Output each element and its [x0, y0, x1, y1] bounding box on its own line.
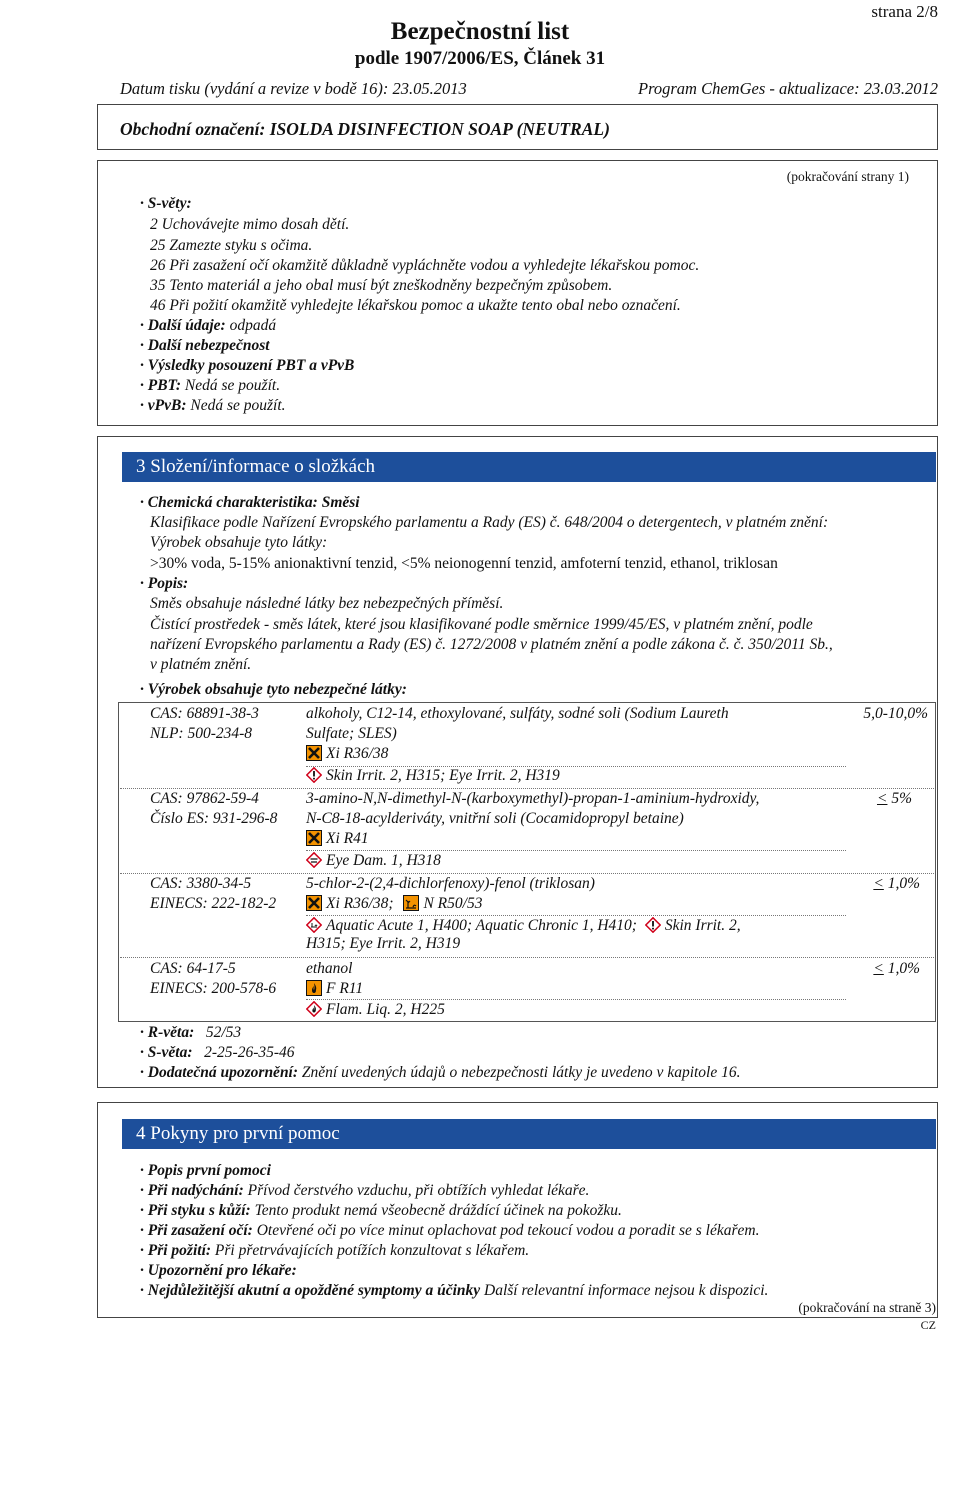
substances-table: [118, 702, 936, 1022]
trade-name-frame: [97, 104, 938, 150]
r-phrases: · R-věta: 52/53: [140, 1024, 242, 1041]
s-phrases: · S-věta: 2-25-26-35-46: [140, 1044, 295, 1061]
less-or-equal-icon: <: [873, 875, 884, 892]
exclamation-mark-icon: [306, 767, 322, 783]
s-phrases-label: · S-věty:: [140, 195, 192, 212]
vpvb-line: · vPvB: Nedá se použít.: [140, 397, 286, 414]
classification-line: Klasifikace podle Nařízení Evropského parlamentu a Rady (ES) č. 648/2004 o detergentech, v platném znění:: [150, 514, 829, 531]
substance-ghs-classification: Eye Dam. 1, H318: [306, 852, 441, 870]
substance-ghs-classification: H315; Eye Irrit. 2, H319: [306, 935, 461, 952]
substance-id: NLP: 500-234-8: [150, 725, 253, 742]
row-divider: [120, 873, 934, 874]
description-label: · Popis:: [140, 575, 189, 592]
row-divider: [306, 999, 846, 1000]
section-3-heading: 3 Složení/informace o složkách: [122, 452, 936, 482]
substance-classification: Xi R36/38: [306, 745, 388, 763]
flammable-icon: [306, 980, 322, 996]
page-number: strana 2/8: [871, 2, 938, 21]
description-text: Směs obsahuje následné látky bez nebezpečných příměsí.: [150, 595, 504, 612]
substance-ghs-classification: Skin Irrit. 2, H315; Eye Irrit. 2, H319: [306, 767, 560, 785]
row-divider: [306, 915, 846, 916]
first-aid-ingestion: · Při požití: Při přetrvávajících potížích konzultovat s lékařem.: [140, 1242, 530, 1259]
substance-name: alkoholy, C12-14, ethoxylované, sulfáty, sodné soli (Sodium Laureth: [306, 705, 729, 722]
other-hazards: · Další nebezpečnost: [140, 337, 270, 354]
substance-id: CAS: 64-17-5: [150, 960, 236, 977]
less-or-equal-icon: <: [873, 960, 884, 977]
description-text: Čistící prostředek - směs látek, které jsou klasifikované podle směrnice 1999/45/ES, v platném znění, podle: [150, 616, 813, 633]
continued-from-note: (pokračování strany 1): [786, 169, 909, 184]
language-code: CZ: [920, 1318, 936, 1332]
harmful-cross-icon: [306, 745, 322, 761]
harmful-cross-icon: [306, 830, 322, 846]
substance-ghs-classification: Aquatic Acute 1, H400; Aquatic Chronic 1, H410; Skin Irrit. 2,: [306, 917, 741, 935]
environment-icon: [306, 917, 322, 933]
row-divider: [120, 788, 934, 789]
s-phrase-line: 25 Zamezte styku s očima.: [150, 237, 313, 254]
print-date: Datum tisku (vydání a revize v bodě 16): 23.05.2013: [120, 79, 467, 98]
row-divider: [120, 957, 934, 958]
substance-id: EINECS: 200-578-6: [150, 980, 277, 997]
corrosion-icon: [306, 852, 322, 868]
product-contains: Výrobek obsahuje tyto látky:: [150, 534, 328, 551]
substance-concentration: < 5%: [876, 790, 912, 807]
substance-name: 3-amino-N,N-dimethyl-N-(karboxymethyl)-propan-1-aminium-hydroxidy,: [306, 790, 760, 807]
pbt-results: · Výsledky posouzení PBT a vPvB: [140, 357, 355, 374]
description-text: nařízení Evropského parlamentu a Rady (ES) č. 1272/2008 v platném znění a podle zákona č. č. 350/2011 Sb.,: [150, 636, 833, 653]
substance-id: CAS: 97862-59-4: [150, 790, 259, 807]
substance-id: EINECS: 222-182-2: [150, 895, 277, 912]
trade-name: Obchodní označení: ISOLDA DISINFECTION SOAP (NEUTRAL): [120, 119, 610, 139]
note-to-doctor: · Upozornění pro lékaře:: [140, 1262, 297, 1279]
substance-concentration: < 1,0%: [873, 960, 920, 977]
s-phrase-line: 26 Při zasažení očí okamžitě důkladně vypláchněte vodou a vyhledejte lékařskou pomoc.: [150, 257, 700, 274]
first-aid-description: · Popis první pomoci: [140, 1162, 271, 1179]
substance-id: CAS: 3380-34-5: [150, 875, 252, 892]
substance-id: CAS: 68891-38-3: [150, 705, 259, 722]
s-phrase-line: 35 Tento materiál a jeho obal musí být zneškodněny bezpečným způsobem.: [150, 277, 613, 294]
row-divider: [306, 850, 846, 851]
substance-classification: F R11: [306, 980, 363, 998]
less-or-equal-icon: <: [876, 790, 888, 807]
substance-concentration: < 1,0%: [873, 875, 920, 892]
substance-id: Číslo ES: 931-296-8: [150, 810, 278, 827]
document-title: Bezpečnostní list: [390, 18, 570, 45]
substance-ghs-classification: Flam. Liq. 2, H225: [306, 1001, 445, 1019]
first-aid-eyes: · Při zasažení očí: Otevřené oči po více minut oplachovat pod tekoucí vodou a poradit se s lékařem.: [140, 1222, 760, 1239]
continued-on-note: (pokračování na straně 3): [798, 1300, 936, 1315]
composition-line: >30% voda, 5-15% anionaktivní tenzid, <5% neionogenní tenzid, amfoterní tenzid, ethanol, triklosan: [150, 555, 778, 572]
hazardous-substances-label: · Výrobek obsahuje tyto nebezpečné látky:: [140, 681, 407, 698]
document-subtitle: podle 1907/2006/ES, Článek 31: [354, 48, 606, 69]
print-info-line: [120, 79, 938, 99]
first-aid-inhalation: · Při nadýchání: Přívod čerstvého vzduchu, při obtížích vyhledat lékaře.: [140, 1182, 590, 1199]
environment-hazard-icon: [403, 895, 419, 911]
chemical-characteristic: · Chemická charakteristika: Směsi: [140, 494, 360, 511]
additional-notes: · Dodatečná upozornění: Znění uvedených údajů o nebezpečnosti látky je uvedeno v kapitole 16.: [140, 1064, 741, 1081]
harmful-cross-icon: [306, 895, 322, 911]
substance-concentration: 5,0-10,0%: [863, 705, 928, 722]
flame-icon: [306, 1001, 322, 1017]
s-phrase-line: 2 Uchovávejte mimo dosah dětí.: [150, 216, 350, 233]
substance-classification: Xi R41: [306, 830, 369, 848]
program-version: Program ChemGes - aktualizace: 23.03.2012: [637, 79, 938, 98]
s-phrase-line: 46 Při požití okamžitě vyhledejte lékařskou pomoc a ukažte tento obal nebo označení.: [150, 297, 681, 314]
symptoms: · Nejdůležitější akutní a opožděné symptomy a účinky Další relevantní informace nejsou k dispozici.: [140, 1282, 769, 1299]
description-text: v platném znění.: [150, 656, 252, 673]
pbt-line: · PBT: Nedá se použít.: [140, 377, 281, 394]
exclamation-mark-icon: [645, 917, 661, 933]
other-data: · Další údaje: odpadá: [140, 317, 277, 334]
substance-classification: Xi R36/38; N R50/53: [306, 895, 482, 913]
substance-name: 5-chlor-2-(2,4-dichlorfenoxy)-fenol (triklosan): [306, 875, 595, 892]
substance-name: Sulfate; SLES): [306, 725, 397, 742]
substance-name: N-C8-18-acylderiváty, vnitřní soli (Cocamidopropyl betaine): [306, 810, 684, 827]
first-aid-skin: · Při styku s kůží: Tento produkt nemá všeobecně dráždící účinek na pokožku.: [140, 1202, 622, 1219]
section-4-heading: 4 Pokyny pro první pomoc: [122, 1119, 936, 1149]
substance-name: ethanol: [306, 960, 353, 977]
